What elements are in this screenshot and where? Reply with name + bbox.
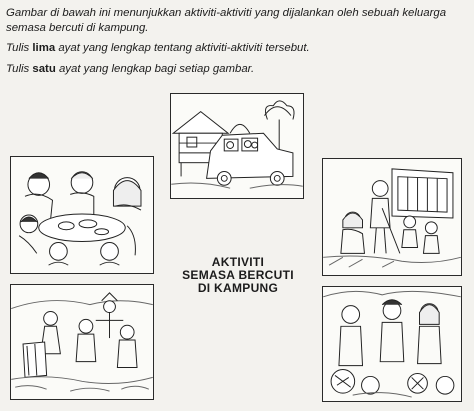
fruit-picking-picture — [322, 286, 462, 402]
family-meal-picture — [10, 156, 154, 274]
instruction-line-3 — [6, 62, 466, 77]
instructions — [6, 6, 466, 82]
center-title — [168, 256, 308, 295]
instruction-line-3-pre: Tulis — [6, 62, 33, 75]
fishing-paddy-field-illustration — [11, 285, 153, 399]
car-drive-illustration — [171, 94, 303, 198]
center-title-line-2: SEMASA BERCUTI — [182, 268, 294, 282]
fishing-paddy-field-picture — [10, 284, 154, 400]
sweeping-yard-illustration — [323, 159, 461, 275]
sweeping-yard-picture — [322, 158, 462, 276]
center-title-line-3: DI KAMPUNG — [197, 281, 279, 295]
instruction-line-2-post: ayat yang lengkap tentang aktiviti-aktiviti tersebut. — [55, 42, 310, 54]
instruction-line-3-post: ayat yang lengkap bagi setiap gambar. — [55, 62, 255, 75]
fruit-picking-illustration — [323, 287, 461, 401]
center-title-line-1: AKTIVITI — [211, 255, 265, 269]
family-car-drive-picture — [170, 93, 304, 199]
instruction-line-2-bold: lima — [32, 42, 56, 54]
instruction-line-2-pre: Tulis — [6, 42, 33, 54]
instruction-line-1: Gambar di bawah ini menunjukkan aktiviti-aktiviti yang dijalankan oleh sebuah keluarga semasa bercuti di kampung. — [6, 7, 447, 34]
instruction-line-3-bold: satu — [32, 62, 56, 75]
family-meal-illustration — [11, 157, 153, 273]
instruction-line-2 — [6, 41, 466, 56]
